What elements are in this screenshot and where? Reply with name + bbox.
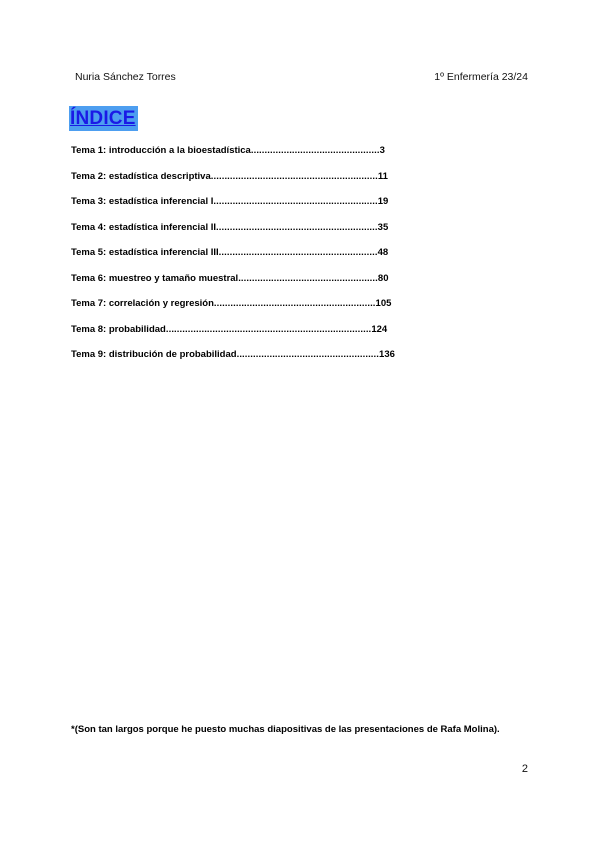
toc-entry-7[interactable] <box>71 298 421 324</box>
footnote: *(Son tan largos porque he puesto muchas diapositivas de las presentaciones de Rafa Molina). <box>71 724 500 735</box>
toc-entry-8[interactable] <box>71 324 421 350</box>
toc-page-number: 124 <box>371 323 388 335</box>
header-author: Nuria Sánchez Torres <box>75 71 176 83</box>
toc-page-number: 11 <box>377 170 388 182</box>
toc-leader-dots: .......................................................... <box>218 247 378 258</box>
toc-entry-3[interactable] <box>71 196 421 222</box>
toc-label: Tema 6: muestreo y tamaño muestral <box>71 272 239 284</box>
toc-entry-6[interactable] <box>71 273 421 299</box>
toc-page-number: 136 <box>379 349 395 360</box>
toc-label: Tema 5: estadística inferencial III <box>71 247 219 258</box>
toc-leader-dots: ........................................................... <box>216 221 378 233</box>
header-course: 1º Enfermería 23/24 <box>434 71 528 83</box>
toc-entry-5[interactable] <box>71 247 421 273</box>
index-title: ÍNDICE <box>70 108 136 129</box>
toc-leader-dots: ............................................................ <box>213 196 378 207</box>
toc-entry-4[interactable] <box>71 222 421 248</box>
toc-leader-dots: .................................................... <box>236 349 380 360</box>
table-of-contents <box>71 145 421 375</box>
toc-label: Tema 9: distribución de probabilidad <box>71 349 237 360</box>
toc-page-number: 35 <box>377 221 389 233</box>
toc-page-number: 80 <box>377 272 389 284</box>
toc-page-number: 19 <box>377 196 389 207</box>
toc-label: Tema 8: probabilidad <box>71 323 166 335</box>
toc-label: Tema 1: introducción a la bioestadística <box>71 145 251 156</box>
toc-entry-9[interactable] <box>71 349 421 375</box>
toc-leader-dots: ................................................... <box>238 272 378 284</box>
toc-leader-dots: ........................................................... <box>213 298 376 309</box>
toc-label: Tema 7: correlación y regresión <box>71 298 214 309</box>
toc-entry-2[interactable] <box>71 171 421 197</box>
toc-label: Tema 4: estadística inferencial II <box>71 221 217 233</box>
toc-page-number: 48 <box>377 247 389 258</box>
toc-leader-dots: ........................................................................... <box>165 323 372 335</box>
toc-entry-1[interactable] <box>71 145 421 171</box>
toc-page-number: 3 <box>379 145 385 156</box>
toc-leader-dots: ............................................................. <box>210 170 378 182</box>
toc-page-number: 105 <box>375 298 392 309</box>
toc-label: Tema 2: estadística descriptiva <box>71 170 211 182</box>
page-number: 2 <box>521 763 528 775</box>
toc-label: Tema 3: estadística inferencial I <box>71 196 214 207</box>
toc-leader-dots: ............................................... <box>250 145 380 156</box>
